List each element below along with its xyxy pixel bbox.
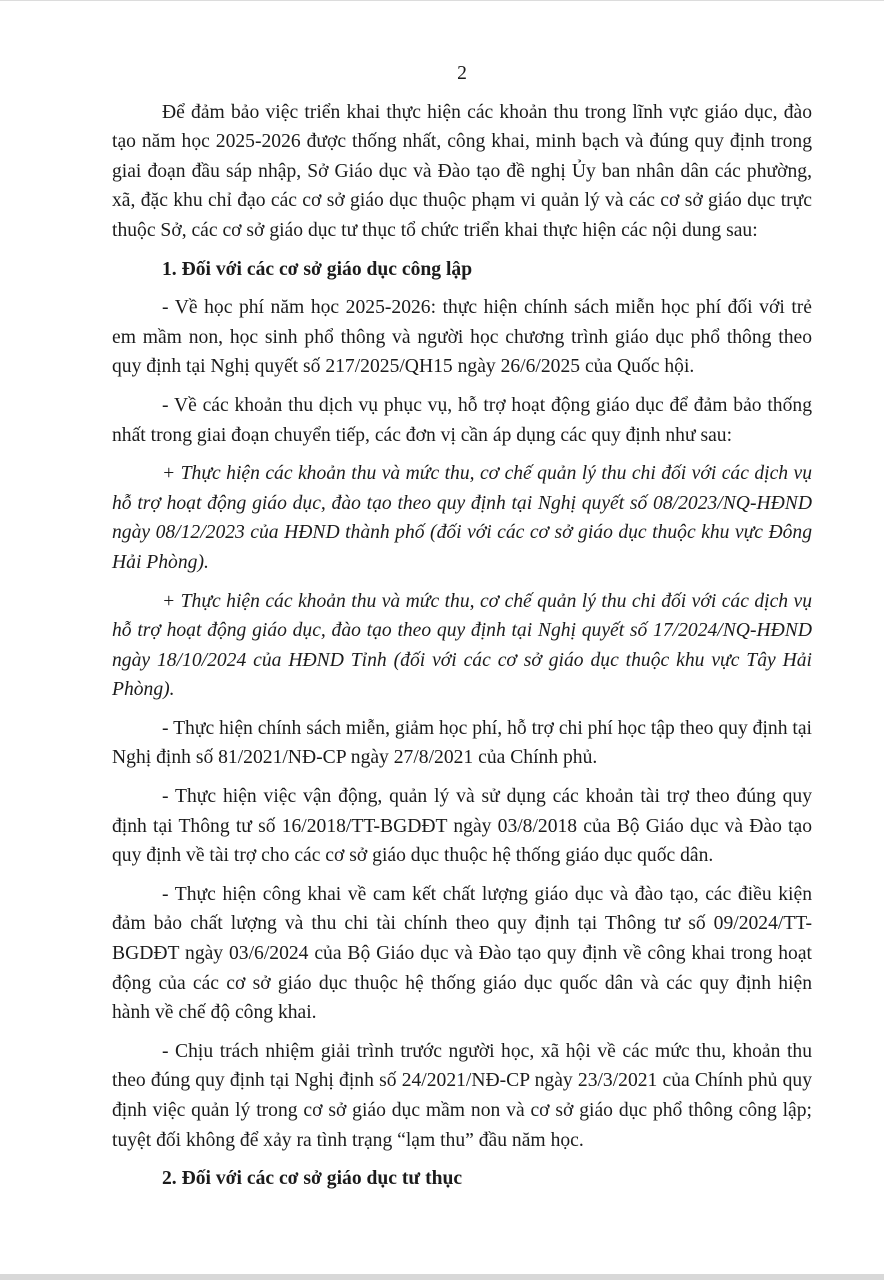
section-1-heading: 1. Đối với các cơ sở giáo dục công lập [162, 258, 473, 280]
intro-paragraph: Để đảm bảo việc triển khai thực hiện các khoản thu trong lĩnh vực giáo dục, đào tạo năm học 2025-2026 được thống nhất, công khai, minh bạch và đúng quy định trong giai đoạn đầu sáp nhập, Sở Giáo dục và Đào tạo đề nghị Ủy ban nhân dân các phường, xã, đặc khu chỉ đạo các cơ sở giáo dục thuộc phạm vi quản lý và các cơ sở giáo dục trực thuộc Sở, các cơ sở giáo dục tư thục tổ chức triển khai thực hiện các nội dung sau: [112, 101, 812, 241]
west-haiphong-paragraph: + Thực hiện các khoản thu và mức thu, cơ chế quản lý thu chi đối với các dịch vụ hỗ trợ hoạt động giáo dục, đào tạo theo quy định tại Nghị quyết số 17/2024/NQ-HĐND ngày 18/10/2024 của HĐND Tỉnh (đối với các cơ sở giáo dục thuộc khu vực Tây Hải Phòng). [112, 590, 812, 701]
service-fees-paragraph: - Về các khoản thu dịch vụ phục vụ, hỗ trợ hoạt động giáo dục để đảm bảo thống nhất trong giai đoạn chuyển tiếp, các đơn vị cần áp dụng các quy định như sau: [112, 394, 812, 446]
disclosure-paragraph: - Thực hiện công khai về cam kết chất lượng giáo dục và đào tạo, các điều kiện đảm bảo chất lượng và thu chi tài chính theo quy định tại Thông tư số 09/2024/TT-BGDĐT ngày 03/6/2024 của Bộ Giáo dục và Đào tạo quy định về công khai trong hoạt động của các cơ sở giáo dục thuộc hệ thống giáo dục quốc dân và các quy định hiện hành về chế độ công khai. [112, 883, 812, 1024]
page-bottom-edge [0, 1274, 884, 1280]
document-body [112, 59, 812, 1203]
page-number: 2 [457, 63, 467, 84]
tuition-exemption-paragraph: - Thực hiện chính sách miễn, giảm học phí, hỗ trợ chi phí học tập theo quy định tại Nghị định số 81/2021/NĐ-CP ngày 27/8/2021 của Chính phủ. [112, 717, 812, 769]
section-2-heading: 2. Đối với các cơ sở giáo dục tư thục [162, 1168, 463, 1190]
east-haiphong-paragraph: + Thực hiện các khoản thu và mức thu, cơ chế quản lý thu chi đối với các dịch vụ hỗ trợ hoạt động giáo dục, đào tạo theo quy định tại Nghị quyết số 08/2023/NQ-HĐND ngày 08/12/2023 của HĐND thành phố (đối với các cơ sở giáo dục thuộc khu vực Đông Hải Phòng). [112, 463, 812, 573]
accountability-paragraph: - Chịu trách nhiệm giải trình trước người học, xã hội về các mức thu, khoản thu theo đúng quy định tại Nghị định số 24/2021/NĐ-CP ngày 23/3/2021 của Chính phủ quy định việc quản lý trong cơ sở giáo dục mầm non và cơ sở giáo dục phổ thông công lập; tuyệt đối không để xảy ra tình trạng “lạm thu” đầu năm học. [112, 1040, 812, 1151]
sponsorship-paragraph: - Thực hiện việc vận động, quản lý và sử dụng các khoản tài trợ theo đúng quy định tại Thông tư số 16/2018/TT-BGDĐT ngày 03/8/2018 của Bộ Giáo dục và Đào tạo quy định về tài trợ cho các cơ sở giáo dục thuộc hệ thống giáo dục quốc dân. [112, 786, 812, 867]
tuition-paragraph: - Về học phí năm học 2025-2026: thực hiện chính sách miễn học phí đối với trẻ em mầm non, học sinh phổ thông và người học chương trình giáo dục phổ thông theo quy định tại Nghị quyết số 217/2025/QH15 ngày 26/6/2025 của Quốc hội. [112, 297, 812, 378]
